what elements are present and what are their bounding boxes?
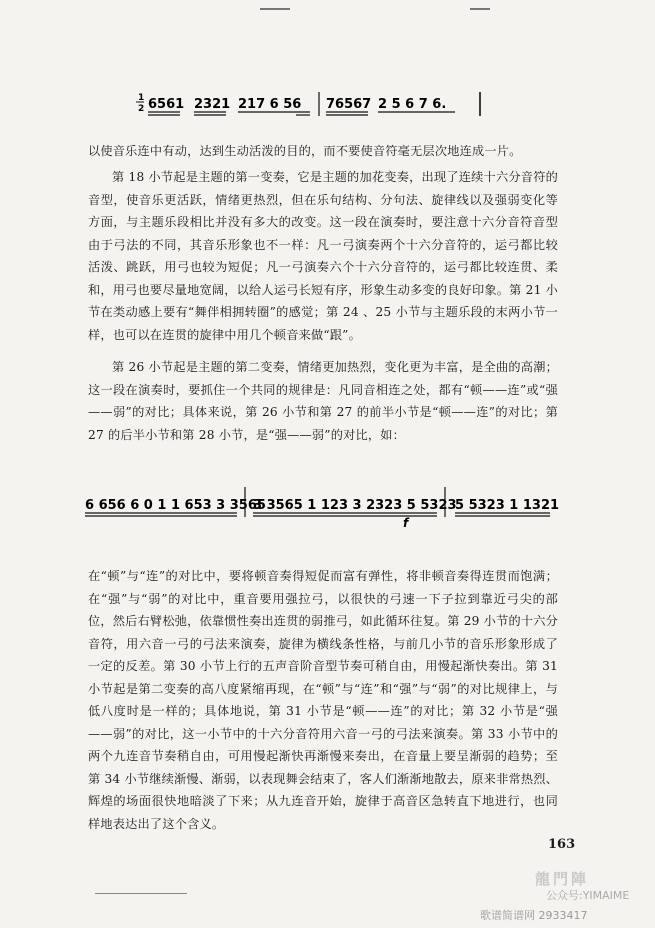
svg-text:2321: 2321 [194, 97, 231, 112]
footer-divider [95, 893, 187, 894]
svg-text:5 5323 1 1321: 5 5323 1 1321 [455, 498, 560, 513]
watermark-subtitle: 公众号:YIMAIME [546, 889, 630, 902]
notation-meter: 1 [138, 93, 145, 103]
watermark-footer: 歌谱简谱网 2933417 [480, 909, 588, 922]
page-number: 163 [548, 837, 576, 852]
svg-text:2 5 6 7 6.: 2 5 6 7 6. [378, 97, 447, 112]
svg-text:76567: 76567 [326, 97, 372, 112]
paragraph-4: 在“顿”与“连”的对比中，要将顿音奏得短促而富有弹性，将非顿音奏得连贯而饱满；在“强”与“弱”的对比中，重音要用强拉弓，以很快的弓速一下子拉到靠近弓尖的部位，然后右臂松弛，依靠惯性奏出连贯的弱推弓，如此循环往复。第 29 小节的十六分音符，用六音一弓的弓法来演奏，旋律为横线条性格，与前几小节的音乐形象形成了一定的反差。第 30 小节上行的五声音阶音型节奏可稍自由，用慢起渐快奏出。第 31 小节起是第二变奏的高八度紧缩再现，在“顿”与“连”和“强”与“弱”的对比规律上，与低八度时是一样的；具体地说，第 31 小节是“顿——连”的对比；第 32 小节是“强——弱”的对比，这一小节中的十六分音符用六音一弓的弓法来演奏。第 33 小节中的两个九连音节奏稍自由，可用慢起渐快再渐慢来奏出，在音量上要呈渐弱的趋势；至第 34 小节继续渐慢、渐弱，以表现舞会结束了，客人们渐渐地散去，原来非常热烈、辉煌的场面很快地暗淡了下来；从九连音开始，旋律于高音区急转直下地进行，也同样地表达出了这个含义。 [88, 569, 559, 831]
notation-top [130, 80, 500, 120]
svg-text:3 3565 1 123 3 2323 5 5323: 3 3565 1 123 3 2323 5 5323 [253, 498, 457, 513]
svg-text:217 6 56: 217 6 56 [238, 97, 302, 112]
notation-bottom [85, 465, 570, 535]
svg-text:2: 2 [138, 104, 145, 114]
svg-text:6 656 6 0 1 1 653 3 3565: 6 656 6 0 1 1 653 3 3565 [85, 498, 266, 513]
watermark-logo: 龍門陣 [535, 870, 590, 888]
paragraph-1: 以使音乐连中有动，达到生动活泼的目的，而不要使音符毫无层次地连成一片。 [88, 144, 522, 158]
notation-group: 6561 [148, 97, 185, 112]
scan-speck [260, 8, 290, 10]
svg-text:f: f [403, 516, 409, 530]
paragraph-2: 第 18 小节起是主题的第一变奏，它是主题的加花变奏，出现了连续十六分音符的音型，使音乐更活跃，情绪更热烈，但在乐句结构、分句法、旋律线以及强弱变化等方面，与主题乐段相比并没有多大的改变。这一段在演奏时，要注意十六分音符音型由于弓法的不同，其音乐形象也不一样：凡一弓演奏两个十六分音符的，运弓都比较活泼、跳跃，用弓也较为短促；凡一弓演奏六个十六分音符的，运弓都比较连贯、柔和，用弓也要尽量地宽阔，以给人运弓长短有序，形象生动多变的良好印象。第 21 小节在类动感上要有“舞伴相拥转圈”的感觉；第 24 、25 小节与主题乐段的末两小节一样，也可以在连贯的旋律中用几个顿音来做“跟”。 [88, 170, 559, 342]
scan-speck [470, 8, 490, 10]
paragraph-3: 第 26 小节起是主题的第二变奏，情绪更加热烈，变化更为丰富，是全曲的高潮；这一段在演奏时，要抓住一个共同的规律是：凡同音相连之处，都有“顿——连”或“强——弱”的对比；具体来说，第 26 小节和第 27 的前半小节是“顿——连”的对比；第 27 的后半小节和第 28 小节，是“强——弱”的对比，如： [88, 360, 558, 442]
